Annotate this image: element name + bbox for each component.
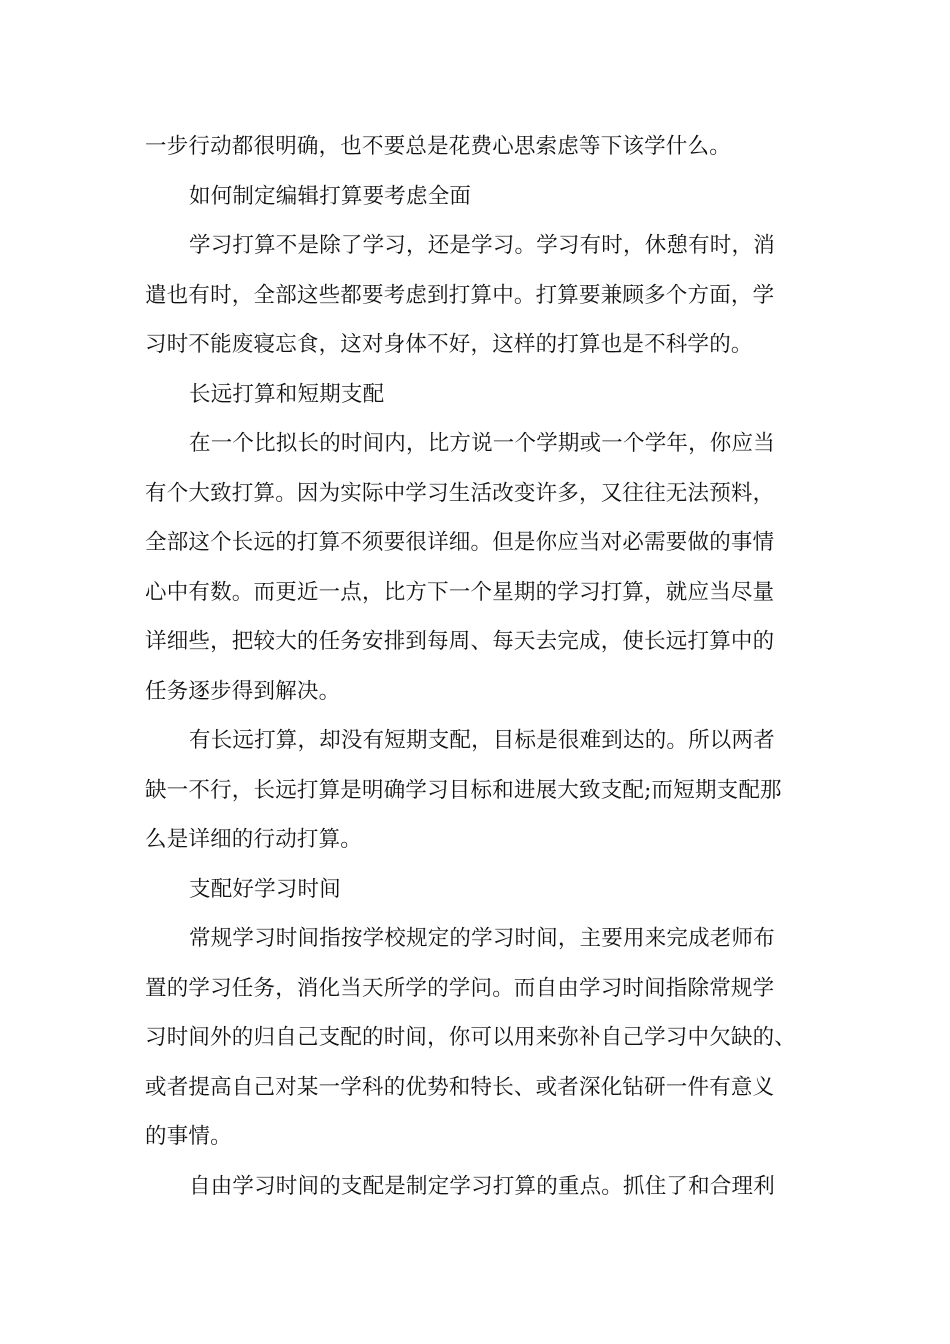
text-line: 学习打算不是除了学习，还是学习。学习有时，休憩有时，消: [189, 233, 775, 258]
section-heading: 如何制定编辑打算要考虑全面: [189, 183, 472, 209]
text-line: 习时不能废寝忘食，这对身体不好，这样的打算也是不科学的。: [145, 332, 753, 357]
text-line: 置的学习任务，消化当天所学的学问。而自由学习时间指除常规学: [145, 975, 775, 1001]
text-line: 有个大致打算。因为实际中学习生活改变许多，又往往无法预料，: [145, 480, 775, 506]
text-line: 自由学习时间的支配是制定学习打算的重点。抓住了和合理利: [189, 1173, 775, 1199]
text-line: 么是详细的行动打算。: [145, 827, 363, 852]
text-line: 在一个比拟长的时间内，比方说一个学期或一个学年，你应当: [189, 431, 775, 456]
text-line: 一步行动都很明确，也不要总是花费心思索虑等下该学什么。: [145, 134, 731, 159]
text-line: 任务逐步得到解决。: [145, 678, 341, 704]
text-line: 遣也有时，全部这些都要考虑到打算中。打算要兼顾多个方面，学: [145, 282, 775, 308]
section-heading: 长远打算和短期支配: [189, 381, 385, 407]
text-line: 习时间外的归自己支配的时间，你可以用来弥补自己学习中欠缺的、: [145, 1025, 797, 1050]
text-line: 的事情。: [145, 1124, 232, 1149]
text-line: 常规学习时间指按学校规定的学习时间，主要用来完成老师布: [189, 926, 775, 951]
text-line: 心中有数。而更近一点，比方下一个星期的学习打算，就应当尽量: [145, 579, 775, 605]
document-body: [145, 122, 807, 1211]
text-line: 全部这个长远的打算不须要很详细。但是你应当对必需要做的事情: [145, 530, 775, 555]
section-heading: 支配好学习时间: [189, 876, 341, 902]
text-line: 详细些，把较大的任务安排到每周、每天去完成，使长远打算中的: [145, 629, 775, 654]
text-line: 或者提高自己对某一学科的优势和特长、或者深化钻研一件有意义: [145, 1074, 775, 1100]
text-line: 有长远打算，却没有短期支配，目标是很难到达的。所以两者: [189, 728, 775, 753]
text-line: 缺一不行，长远打算是明确学习目标和进展大致支配;而短期支配那: [145, 777, 782, 803]
